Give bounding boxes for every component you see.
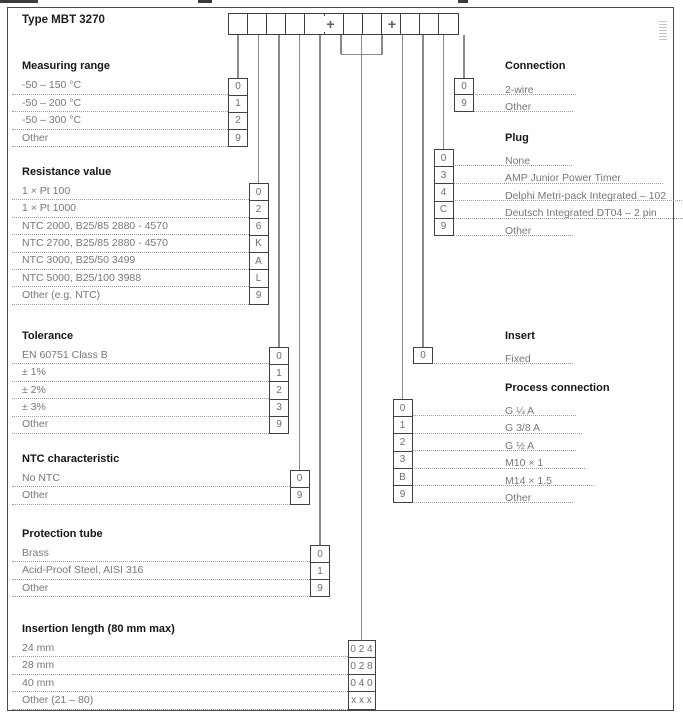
- option-label: 2-wire: [505, 83, 534, 96]
- option-row: [12, 347, 271, 364]
- code-box: 2: [394, 434, 412, 451]
- code-box: C: [435, 202, 453, 219]
- option-row: [12, 287, 251, 304]
- code-box-stack-ntc-characteristic: [290, 470, 310, 505]
- option-label: -50 – 200 °C: [22, 96, 82, 109]
- page-title: Type MBT 3270: [22, 14, 105, 26]
- section-plug: [434, 149, 683, 236]
- section-ntc-characteristic: [12, 470, 310, 505]
- code-box: 0: [394, 400, 412, 417]
- option-row: [12, 235, 251, 252]
- option-label: Other: [505, 224, 532, 237]
- option-row: [12, 78, 230, 95]
- type-code-box: [266, 13, 287, 35]
- code-box: 0: [291, 471, 309, 488]
- code-box: 0: [229, 79, 247, 96]
- code-box-stack-insertion-length: [348, 640, 376, 710]
- option-row: [12, 675, 350, 692]
- option-row: [12, 417, 271, 434]
- section-header-tolerance: Tolerance: [22, 330, 74, 342]
- code-box: 0 2 8: [349, 658, 375, 675]
- code-box-stack-measuring-range: [228, 78, 248, 148]
- option-label: ± 1%: [22, 366, 46, 379]
- code-box: 1: [311, 563, 329, 580]
- code-box: 0: [250, 184, 268, 201]
- type-code-box: [247, 13, 268, 35]
- type-code-box: [438, 13, 459, 35]
- option-label: Other: [505, 100, 532, 113]
- option-label: -50 – 300 °C: [22, 114, 82, 127]
- option-row: [393, 486, 574, 503]
- option-row: [12, 200, 251, 217]
- section-header-measuring-range: Measuring range: [22, 60, 111, 72]
- option-label: Other (21 – 80): [22, 694, 94, 707]
- option-row: [12, 270, 251, 287]
- cropped-caption-fragment: [458, 0, 468, 3]
- section-measuring-range: [12, 78, 248, 148]
- code-box: 1: [270, 365, 288, 382]
- code-box: 9: [255, 290, 262, 302]
- option-label: Delphi Metri-pack Integrated – 102: [505, 189, 667, 202]
- option-label: Other: [22, 131, 49, 144]
- type-code-box: [228, 13, 249, 35]
- option-label: ± 2%: [22, 383, 46, 396]
- code-box-stack-connection: [454, 78, 474, 113]
- option-row: [12, 364, 271, 381]
- option-label: M10 × 1: [505, 457, 544, 470]
- option-label: G ¼ A: [505, 405, 535, 417]
- code-box: L: [250, 270, 268, 287]
- plus-separator: +: [385, 16, 399, 32]
- code-box: 2: [270, 382, 288, 399]
- code-box: 9: [399, 488, 406, 500]
- section-insertion-length: [12, 640, 376, 710]
- option-row: [12, 470, 292, 487]
- option-label: None: [505, 155, 531, 167]
- code-box: 0 4 0: [349, 675, 375, 692]
- option-row: [12, 562, 312, 579]
- option-row: [12, 640, 350, 657]
- code-box: 3: [435, 167, 453, 184]
- option-label: Other: [22, 418, 49, 431]
- option-label: Brass: [22, 546, 49, 559]
- section-header-insert: Insert: [505, 330, 535, 342]
- option-row: [12, 692, 350, 709]
- option-row: [12, 657, 350, 674]
- option-label: NTC 5000, B25/100 3988: [22, 271, 142, 284]
- section-insert: [413, 347, 573, 364]
- section-tolerance: [12, 347, 289, 434]
- connector-line-plug: [443, 35, 444, 149]
- option-row: [434, 201, 683, 218]
- option-row: [434, 219, 574, 236]
- section-header-connection: Connection: [505, 60, 566, 72]
- option-label: Other (e.g. NTC): [22, 289, 101, 302]
- type-code-box: [304, 13, 325, 35]
- section-process-connection: [393, 399, 595, 503]
- option-row: [434, 149, 573, 166]
- option-label: G 3/8 A: [505, 422, 541, 435]
- vertical-reference-mark: [659, 20, 667, 40]
- option-row: [12, 130, 230, 147]
- option-row: [12, 253, 251, 270]
- insertion-merge-stub-right: [381, 35, 382, 54]
- code-box: 0: [455, 79, 473, 96]
- section-header-resistance-value: Resistance value: [22, 166, 112, 178]
- connector-line-tolerance: [278, 35, 279, 347]
- option-label: EN 60751 Class B: [22, 348, 108, 361]
- option-label: G ½ A: [505, 439, 535, 452]
- code-box: x x x: [351, 695, 372, 707]
- section-protection-tube: [12, 545, 330, 597]
- option-row: [393, 399, 577, 416]
- option-row: [12, 580, 312, 597]
- plus-separator: +: [324, 16, 338, 32]
- section-connection: [454, 78, 576, 113]
- section-header-ntc-characteristic: NTC characteristic: [22, 453, 120, 465]
- code-box: 4: [435, 184, 453, 201]
- code-box: 1: [229, 96, 247, 113]
- code-box: 9: [235, 132, 241, 144]
- option-row: [413, 347, 573, 364]
- option-label: Other: [22, 489, 49, 502]
- connector-line-insert: [422, 35, 423, 347]
- cropped-caption-fragment: [198, 0, 212, 3]
- code-box: K: [250, 236, 268, 253]
- insertion-merge-stub-left: [340, 35, 341, 54]
- code-box-stack-resistance-value: [249, 183, 269, 305]
- option-label: AMP Junior Power Timer: [505, 172, 621, 185]
- option-row: [12, 112, 230, 129]
- section-header-protection-tube: Protection tube: [22, 528, 103, 540]
- option-label: 24 mm: [22, 641, 55, 654]
- option-row: [12, 487, 292, 504]
- code-box: B: [394, 469, 412, 486]
- option-row: [12, 545, 312, 562]
- type-code-box: [419, 13, 440, 35]
- code-box: 9: [440, 221, 447, 233]
- option-label: NTC 2700, B25/85 2880 - 4570: [22, 237, 168, 250]
- code-box: 9: [461, 97, 467, 109]
- connector-line-insertion-length: [361, 35, 362, 640]
- insertion-merge-bar: [341, 54, 383, 55]
- code-box-stack-tolerance: [269, 347, 289, 434]
- option-label: -50 – 150 °C: [22, 79, 82, 92]
- connector-line-measuring-range: [237, 35, 238, 78]
- option-row: [12, 218, 251, 235]
- option-label: 1 × Pt 1000: [22, 202, 77, 215]
- option-label: NTC 3000, B25/50 3499: [22, 254, 136, 267]
- type-code-box: [362, 13, 383, 35]
- code-box: 3: [270, 400, 288, 417]
- code-box-stack-plug: [434, 149, 454, 236]
- option-label: ± 3%: [22, 401, 46, 414]
- option-label: Other: [22, 581, 49, 594]
- option-label: NTC 2000, B25/85 2880 - 4570: [22, 219, 168, 232]
- option-row: [12, 382, 271, 399]
- type-code-box-row: [228, 13, 459, 35]
- code-box: 0 2 4: [349, 641, 375, 658]
- code-box: 9: [296, 490, 303, 502]
- code-box: 1: [394, 417, 412, 434]
- connector-line-connection: [463, 35, 464, 78]
- option-label: Fixed: [505, 353, 531, 365]
- option-row: [434, 166, 663, 183]
- code-box-stack-protection-tube: [310, 545, 330, 597]
- code-box: 3: [394, 452, 412, 469]
- code-box: 0: [420, 350, 426, 362]
- section-header-process-connection: Process connection: [505, 382, 610, 394]
- section-resistance-value: [12, 183, 269, 305]
- option-row: [12, 183, 251, 200]
- section-header-insertion-length: Insertion length (80 mm max): [22, 623, 175, 635]
- code-box: 6: [250, 219, 268, 236]
- option-label: 1 × Pt 100: [22, 184, 71, 197]
- type-code-box: [343, 13, 364, 35]
- option-label: 28 mm: [22, 659, 55, 672]
- connector-line-protection-tube: [319, 35, 320, 545]
- connector-line-ntc-characteristic: [299, 35, 300, 470]
- option-row: [12, 399, 271, 416]
- connector-line-process-connection: [402, 35, 403, 399]
- option-label: 40 mm: [22, 676, 55, 689]
- cropped-caption-fragment: [0, 0, 38, 3]
- type-code-box: [285, 13, 306, 35]
- code-box: 9: [276, 419, 282, 431]
- code-box: 0: [270, 348, 288, 365]
- option-row: [434, 184, 683, 201]
- section-header-plug: Plug: [505, 132, 529, 144]
- code-box-stack-process-connection: [393, 399, 413, 503]
- code-box: 2: [229, 113, 247, 130]
- type-code-box: [400, 13, 421, 35]
- option-row: [393, 469, 595, 486]
- code-box-stack-insert: [413, 347, 433, 364]
- code-box: 0: [311, 546, 329, 563]
- option-label: Deutsch Integrated DT04 – 2 pin: [505, 207, 657, 220]
- connector-line-resistance-value: [258, 35, 259, 183]
- option-label: Acid-Proof Steel, AISI 316: [22, 564, 144, 577]
- option-row: [393, 451, 586, 468]
- option-label: M14 × 1.5: [505, 474, 552, 487]
- option-label: No NTC: [22, 471, 60, 484]
- code-box: A: [250, 253, 268, 270]
- option-label: Other: [505, 491, 532, 504]
- code-box: 0: [435, 150, 453, 167]
- code-box: 2: [250, 201, 268, 218]
- option-row: [393, 416, 583, 433]
- code-box: 9: [317, 582, 323, 594]
- option-row: [12, 95, 230, 112]
- option-row: [393, 434, 577, 451]
